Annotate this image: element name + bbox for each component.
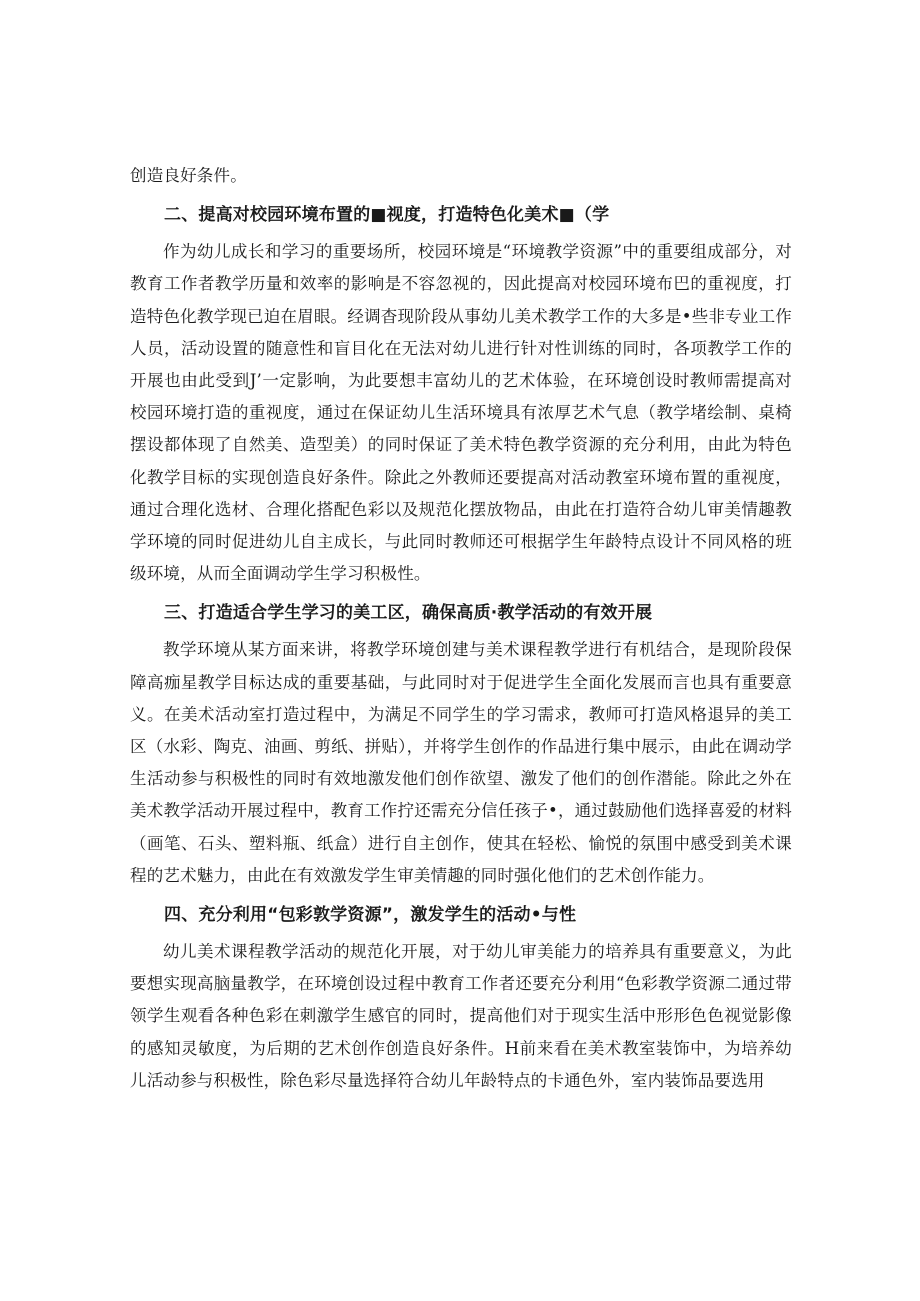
document-body: [130, 160, 792, 1097]
section-paragraph-2: 作为幼儿成长和学习的重要场所，校园环境是“环境教学资源”中的重要组成部分，对教育工作者教学历量和效率的影响是不容忽视的，因此提高对校园环境布巴的重视度，打造特色化教学现已迫在眉眼。经调杳现阶段从事幼儿美术教学工作的大多是•些非专业工作人员，活动设置的随意性和盲目化在无法对幼儿进行针对性训练的同时，各项教学工作的开展也由此受到J’一定影响，为此要想丰富幼儿的艺术体验，在环境创设时教师需提高对校园环境打造的重视度，通过在保证幼儿生活环境具有浓厚艺术气息（教学堵绘制、桌椅摆设都体现了自然美、造型美）的同时保证了美术特色教学资源的充分利用，由此为特色化教学目标的实现创造良好条件。除此之外教师还要提高对活动教室环境布置的重视度，通过合理化选材、合理化搭配色彩以及规范化摆放物品，由此在打造符合幼儿审美情趣教学环境的同时促进幼儿自主成长，与此同时教师还可根据学生年龄特点设计不同风格的班级环境，从而全面调动学生学习积极性。: [130, 242, 792, 584]
section-heading-3: 三、打造适合学生学习的美工区，确保高质·教学活动的有效开展: [164, 603, 653, 624]
section-heading-2: 二、提高对校园环境布置的■视度，打造特色化美术■（学: [164, 205, 610, 226]
section-heading-4: 四、充分利用“包彩敦学资源”，激发学生的活动•与性: [164, 905, 577, 926]
section-paragraph-4: 幼儿美术课程教学活动的规范化开展，对于幼儿审美能力的培养具有重要意义，为此要想实现高脑量教学，在环境创设过程中教育工作者还要充分利用“色彩教学资源二通过带领学生观看各种色彩在刺激学生感官的同时，提高他们对于现实生活中形形色色视觉影像的感知灵敏度，为后期的艺术创作创造良好条件。H前来看在美术教室装饰中，为培养幼儿活动参与积极性，除色彩尽量选择符合幼儿年龄特点的卡通色外，室内装饰品要选用: [130, 942, 792, 1090]
section-paragraph-3: 教学环境从某方面来讲，将教学环境创建与美术课程教学进行有机结合，是现阶段保障高痂星教学目标达成的重要基础，与此同时对于促进学生全面化发展而言也具有重要意义。在美术活动室打造过程中，为满足不同学生的学习需求，教师可打造风格退异的美工区（水彩、陶克、油画、剪纸、拼贴），并将学生创作的作品进行集中展示，由此在调动学生活动参与积极性的同时有效地激发他们创作欲望、激发了他们的创作潜能。除此之外在美术教学活动开展过程中，教育工作拧还需充分信任孩子•，通过鼓励他们选择喜爱的材料（画笔、石头、塑料瓶、纸盒）进行自主创作，使其在轻松、愉悦的氛围中感受到美术课程的艺术魅力，由此在有效激发学生审美情趣的同时强化他们的艺术创作能力。: [130, 640, 792, 885]
opening-line: 创造良好条件。: [130, 166, 247, 185]
